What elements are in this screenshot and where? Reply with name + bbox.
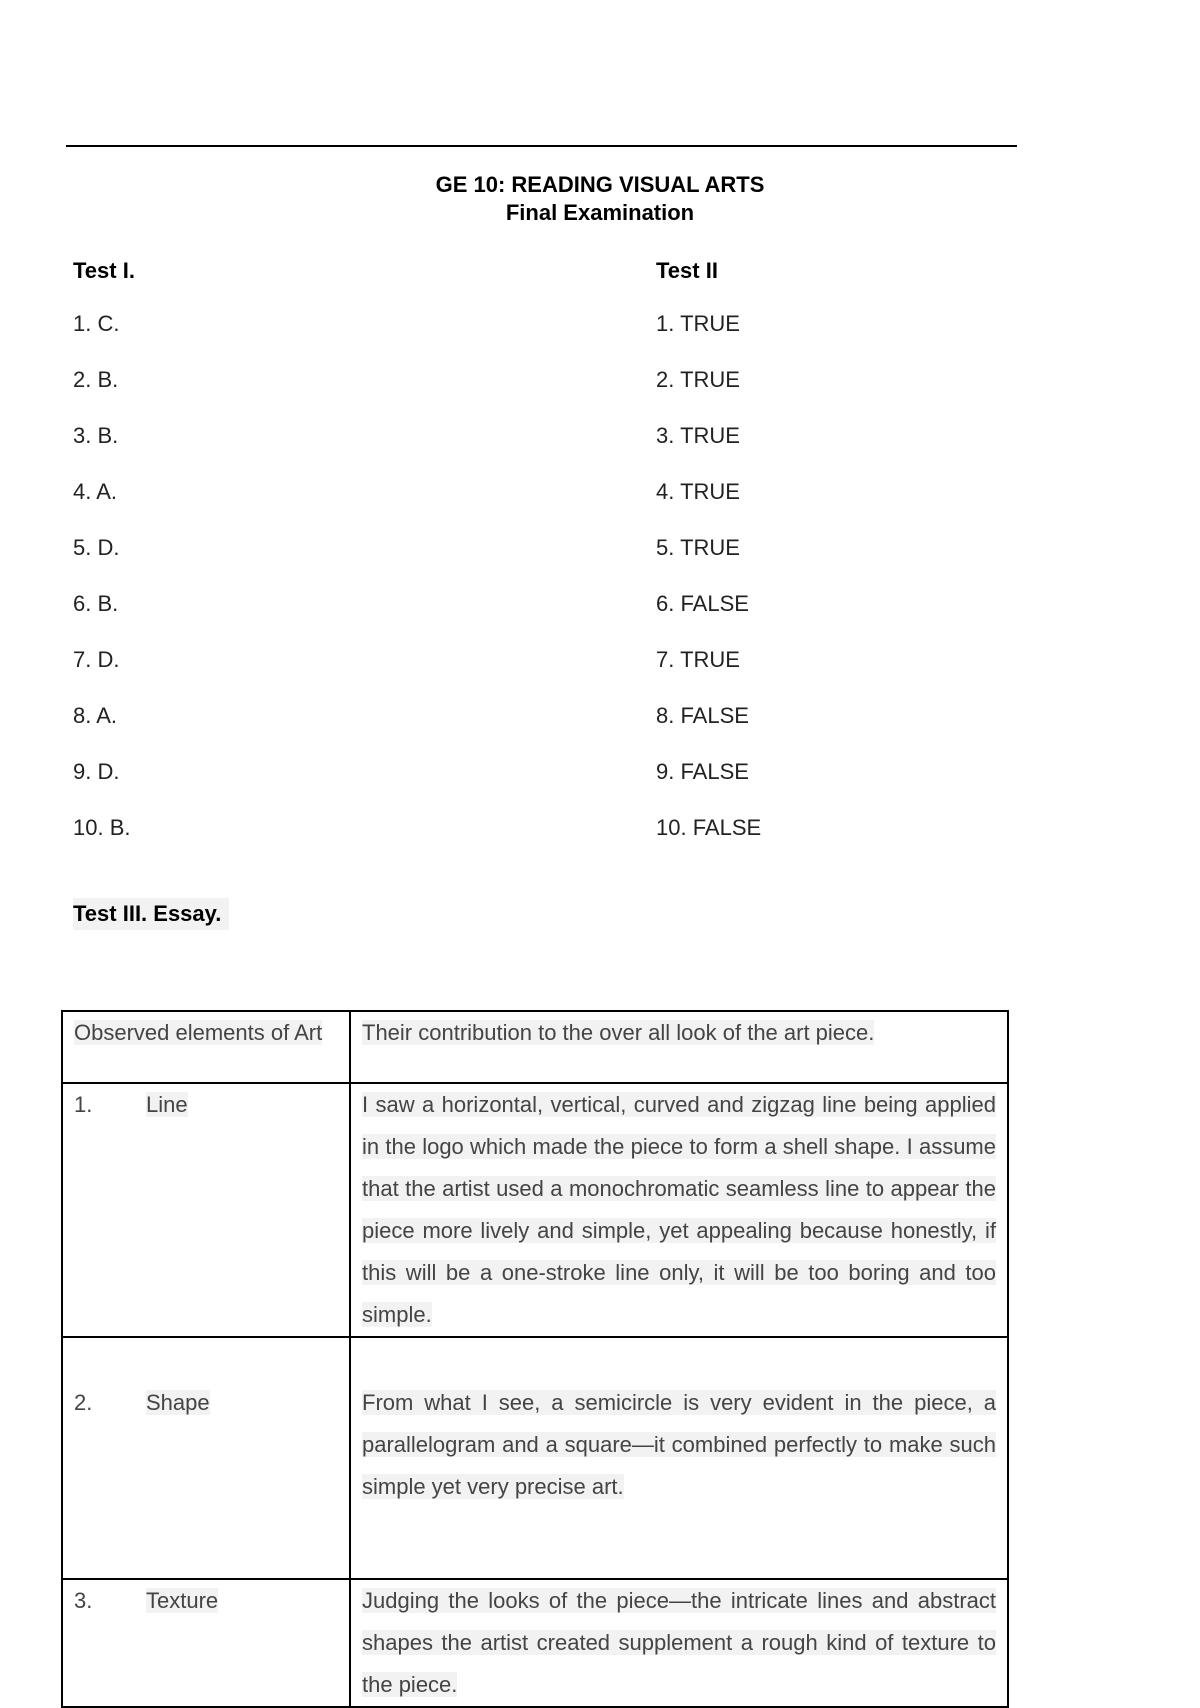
element-cell: [62, 1083, 350, 1337]
test2-answer: 8. FALSE: [656, 703, 749, 728]
contribution-text: From what I see, a semicircle is very evident in the piece, a parallelogram and a square—it combined perfectly to make such simple yet very precise art.: [362, 1390, 996, 1499]
contribution-cell: [350, 1579, 1008, 1707]
test1-answer: 2. B.: [73, 367, 119, 392]
test2-answer: 1. TRUE: [656, 311, 740, 336]
table-row: [62, 1337, 1008, 1579]
top-rule: [66, 145, 1017, 147]
col1-header: Observed elements of Art: [74, 1020, 323, 1045]
contribution-text: Judging the looks of the piece—the intricate lines and abstract shapes the artist created supplement a rough kind of texture to the piece.: [362, 1588, 996, 1697]
test1-answer: 10. B.: [73, 815, 131, 840]
table-row: [62, 1579, 1008, 1707]
test2-answer: 4. TRUE: [656, 479, 740, 504]
element-cell: [62, 1337, 350, 1579]
element-number: 1.: [74, 1092, 93, 1117]
test2-answer: 5. TRUE: [656, 535, 740, 560]
test1-answer: 1. C.: [73, 311, 120, 336]
test2-answer: 2. TRUE: [656, 367, 740, 392]
table-row: [62, 1083, 1008, 1337]
table-header-row: [62, 1011, 1008, 1083]
test1-answer: 7. D.: [73, 647, 120, 672]
test2-answer: 9. FALSE: [656, 759, 749, 784]
document-title-block: [0, 171, 1200, 227]
document-subtitle: Final Examination: [505, 200, 695, 225]
test2-answer: 7. TRUE: [656, 647, 740, 672]
contribution-text: I saw a horizontal, vertical, curved and zigzag line being applied in the logo which made the piece to form a shell shape. I assume that the artist used a monochromatic seamless line to appear the piece more lively and simple, yet appealing because honestly, if this will be a one-stroke line only, it will be too boring and too simple.: [362, 1092, 996, 1327]
element-cell: [62, 1579, 350, 1707]
test2-answer: 6. FALSE: [656, 591, 749, 616]
test1-answer: 4. A.: [73, 479, 118, 504]
contribution-cell: [350, 1083, 1008, 1337]
test1-answer: 3. B.: [73, 423, 119, 448]
contribution-cell: [350, 1337, 1008, 1579]
document-title: GE 10: READING VISUAL ARTS: [435, 172, 765, 197]
test2-column: [656, 255, 761, 868]
table-header-cell: [350, 1011, 1008, 1083]
test3-heading: Test III. Essay.: [73, 898, 229, 930]
test2-answer: 10. FALSE: [656, 815, 762, 840]
table-header-cell: [62, 1011, 350, 1083]
element-number: 2.: [74, 1390, 93, 1415]
element-number: 3.: [74, 1588, 93, 1613]
element-name: Texture: [146, 1588, 219, 1613]
col2-header: Their contribution to the over all look of the art piece.: [362, 1020, 875, 1045]
test1-answer: 6. B.: [73, 591, 119, 616]
test1-answer: 5. D.: [73, 535, 120, 560]
test1-column: [73, 255, 135, 868]
test1-answer: 9. D.: [73, 759, 120, 784]
test1-answer: 8. A.: [73, 703, 118, 728]
test2-answer: 3. TRUE: [656, 423, 740, 448]
test2-heading: Test II: [656, 258, 718, 283]
test1-heading: Test I.: [73, 258, 135, 283]
essay-table: [61, 1010, 1009, 1708]
element-name: Shape: [146, 1390, 210, 1415]
element-name: Line: [146, 1092, 188, 1117]
